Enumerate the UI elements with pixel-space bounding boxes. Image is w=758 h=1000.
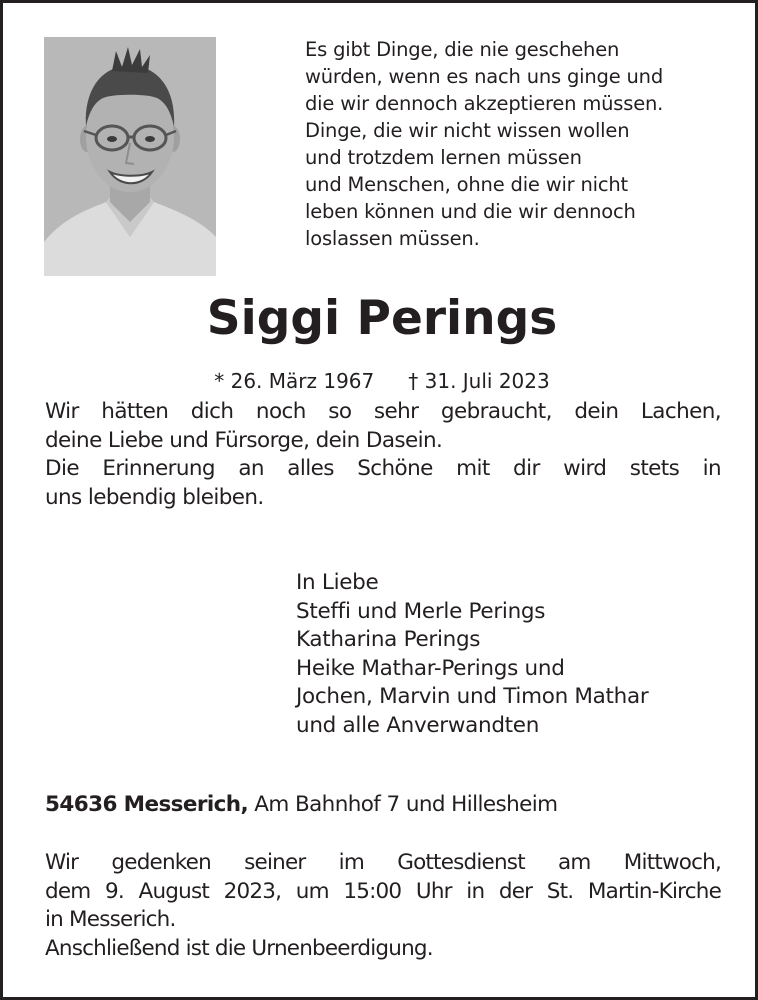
service-line: in Messerich. xyxy=(45,907,176,932)
address-postal-city: 54636 Messerich, xyxy=(45,792,249,817)
death-date: † 31. Juli 2023 xyxy=(408,369,550,393)
poem-line: Dinge, die wir nicht wissen wollen xyxy=(305,119,630,142)
funeral-service-info xyxy=(45,849,721,963)
poem-line: leben können und die wir dennoch xyxy=(305,200,636,223)
mourner-line: In Liebe xyxy=(296,570,379,595)
remembrance-message xyxy=(45,398,721,512)
poem-verse xyxy=(305,36,735,252)
deceased-name: Siggi Perings xyxy=(206,291,558,346)
mourner-line: Heike Mathar-Perings und xyxy=(296,655,565,681)
poem-line: Es gibt Dinge, die nie geschehen xyxy=(305,38,620,61)
poem-line: und Menschen, ohne die wir nicht xyxy=(305,173,628,196)
poem-line: loslassen müssen. xyxy=(305,227,480,250)
service-line: Wir gedenken seiner im Gottesdienst am Mittwoch, xyxy=(45,850,721,875)
service-line: Anschließend ist die Urnenbeerdigung. xyxy=(45,935,433,961)
mourner-line: Steffi und Merle Perings xyxy=(296,598,546,624)
life-dates xyxy=(3,367,758,395)
mourner-line: und alle Anverwandten xyxy=(296,712,540,738)
address-street: Am Bahnhof 7 und Hillesheim xyxy=(248,792,558,817)
portrait-photo xyxy=(44,37,216,276)
poem-line: die wir dennoch akzeptieren müssen. xyxy=(305,92,664,115)
message-line: deine Liebe und Fürsorge, dein Dasein. xyxy=(45,427,443,453)
poem-line: und trotzdem lernen müssen xyxy=(305,146,582,169)
service-line: dem 9. August 2023, um 15:00 Uhr in der St. Martin-Kirche xyxy=(45,878,721,904)
message-line: Die Erinnerung an alles Schöne mit dir wird stets in xyxy=(45,456,721,481)
message-line: uns lebendig bleiben. xyxy=(45,484,264,510)
mourner-line: Jochen, Marvin und Timon Mathar xyxy=(296,684,649,709)
poem-line: würden, wenn es nach uns ginge und xyxy=(305,65,664,88)
mourners-list xyxy=(296,569,648,740)
message-line: Wir hätten dich noch so sehr gebraucht, dein Lachen, xyxy=(45,399,721,424)
portrait-illustration-icon xyxy=(44,37,216,276)
mourner-line: Katharina Perings xyxy=(296,627,481,652)
family-address xyxy=(45,791,557,820)
birth-date: * 26. März 1967 xyxy=(214,369,375,393)
